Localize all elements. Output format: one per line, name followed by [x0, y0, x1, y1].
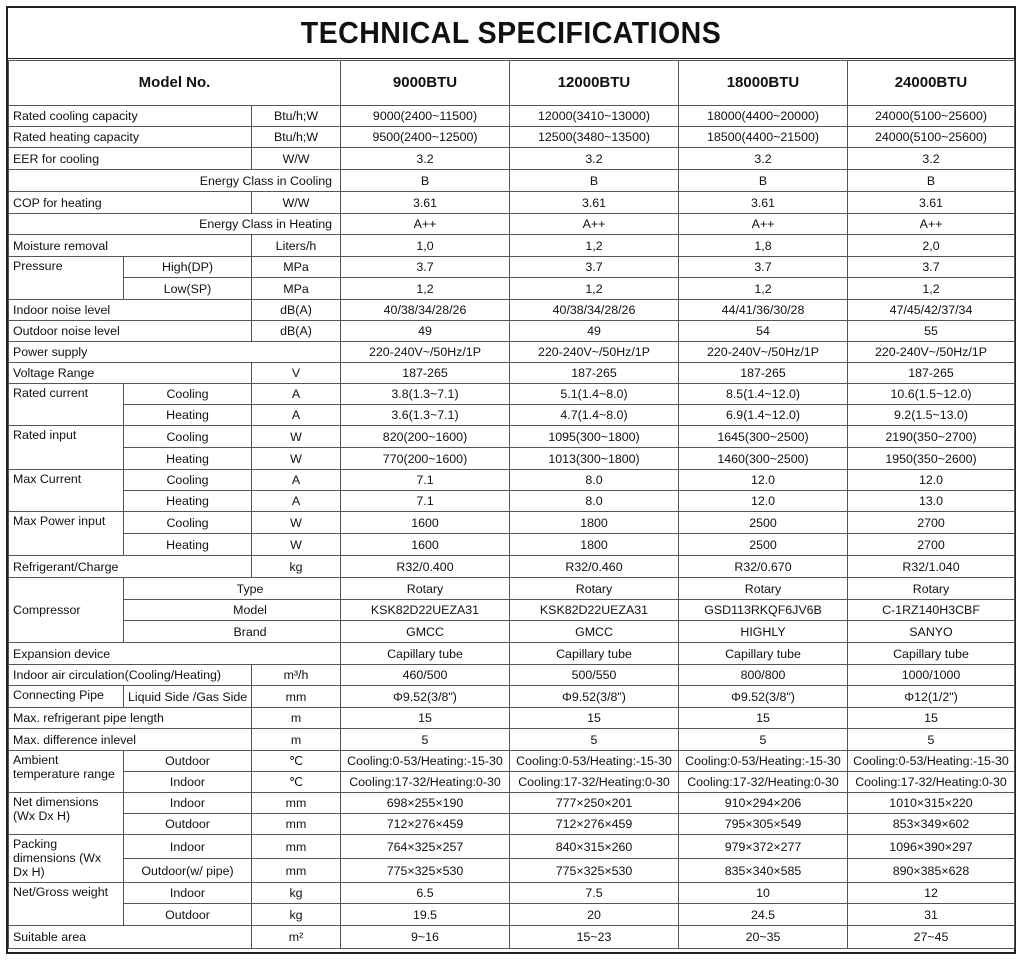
value-cell: Capillary tube — [679, 643, 848, 665]
value-cell: 820(200~1600) — [341, 426, 510, 448]
value-cell: 3.61 — [848, 192, 1015, 214]
value-cell: A++ — [341, 214, 510, 235]
value-cell: 12.0 — [848, 470, 1015, 491]
unit-cell: kg — [252, 904, 341, 926]
table-row — [9, 835, 1015, 859]
table-row — [9, 772, 1015, 793]
value-cell: GMCC — [510, 621, 679, 643]
sub-label: Indoor — [124, 835, 252, 859]
value-cell: 18000(4400~20000) — [679, 106, 848, 127]
model-header: 12000BTU — [510, 61, 679, 106]
value-cell: 2700 — [848, 534, 1015, 556]
unit-cell: A — [252, 405, 341, 426]
table-row — [9, 470, 1015, 491]
unit-cell: mm — [252, 835, 341, 859]
unit-cell: A — [252, 384, 341, 405]
unit-cell: dB(A) — [252, 321, 341, 342]
value-cell: 12.0 — [679, 491, 848, 512]
value-cell: 712×276×459 — [341, 814, 510, 835]
group-label: Max Current — [9, 470, 124, 512]
value-cell: KSK82D22UEZA31 — [510, 600, 679, 621]
value-cell: 40/38/34/28/26 — [341, 300, 510, 321]
sub-label: Model — [124, 600, 341, 621]
value-cell: 12 — [848, 883, 1015, 904]
unit-cell: A — [252, 491, 341, 512]
group-label: Max Power input — [9, 512, 124, 556]
unit-cell: W/W — [252, 148, 341, 170]
sub-label: Cooling — [124, 384, 252, 405]
value-cell: R32/0.670 — [679, 556, 848, 578]
value-cell: 44/41/36/30/28 — [679, 300, 848, 321]
value-cell: 27~45 — [848, 926, 1015, 949]
unit-cell: mm — [252, 859, 341, 883]
value-cell: 187-265 — [848, 363, 1015, 384]
value-cell: Cooling:17-32/Heating:0-30 — [848, 772, 1015, 793]
value-cell: 3.61 — [341, 192, 510, 214]
value-cell: 460/500 — [341, 665, 510, 686]
value-cell: Capillary tube — [341, 643, 510, 665]
value-cell: 3.2 — [848, 148, 1015, 170]
unit-cell: kg — [252, 556, 341, 578]
unit-cell: Liters/h — [252, 235, 341, 257]
row-label: Max. refrigerant pipe length — [9, 708, 252, 729]
value-cell: 220-240V~/50Hz/1P — [341, 342, 510, 363]
group-label: Ambient temperature range — [9, 751, 124, 793]
value-cell: 777×250×201 — [510, 793, 679, 814]
title-divider — [8, 58, 1014, 59]
value-cell: KSK82D22UEZA31 — [341, 600, 510, 621]
row-label: Max. difference inlevel — [9, 729, 252, 751]
row-label: Rated cooling capacity — [9, 106, 252, 127]
table-row — [9, 926, 1015, 949]
value-cell: 3.7 — [848, 257, 1015, 278]
value-cell: Φ12(1/2") — [848, 686, 1015, 708]
value-cell: Cooling:17-32/Heating:0-30 — [341, 772, 510, 793]
value-cell: Cooling:0-53/Heating:-15-30 — [679, 751, 848, 772]
value-cell: R32/0.460 — [510, 556, 679, 578]
value-cell: 2,0 — [848, 235, 1015, 257]
group-label: Connecting Pipe — [9, 686, 124, 708]
table-row — [9, 708, 1015, 729]
table-row — [9, 127, 1015, 148]
value-cell: 3.2 — [341, 148, 510, 170]
unit-cell: MPa — [252, 257, 341, 278]
table-row — [9, 363, 1015, 384]
model-header: 18000BTU — [679, 61, 848, 106]
value-cell: 3.8(1.3~7.1) — [341, 384, 510, 405]
value-cell: 187-265 — [341, 363, 510, 384]
table-row — [9, 512, 1015, 534]
model-header: 9000BTU — [341, 61, 510, 106]
value-cell: 54 — [679, 321, 848, 342]
value-cell: 3.61 — [679, 192, 848, 214]
sub-label: Indoor — [124, 883, 252, 904]
value-cell: 3.61 — [510, 192, 679, 214]
value-cell: 840×315×260 — [510, 835, 679, 859]
value-cell: GMCC — [341, 621, 510, 643]
row-label: Rated heating capacity — [9, 127, 252, 148]
model-no-label: Model No. — [9, 61, 341, 106]
value-cell: 5 — [510, 729, 679, 751]
value-cell: 220-240V~/50Hz/1P — [679, 342, 848, 363]
value-cell: 1645(300~2500) — [679, 426, 848, 448]
group-label: Packing dimensions (Wx Dx H) — [9, 835, 124, 883]
value-cell: 1013(300~1800) — [510, 448, 679, 470]
table-row — [9, 300, 1015, 321]
value-cell: GSD113RKQF6JV6B — [679, 600, 848, 621]
value-cell: Rotary — [510, 578, 679, 600]
value-cell: 8.0 — [510, 491, 679, 512]
value-cell: 10.6(1.5~12.0) — [848, 384, 1015, 405]
value-cell: 12.0 — [679, 470, 848, 491]
value-cell: Cooling:17-32/Heating:0-30 — [679, 772, 848, 793]
value-cell: Capillary tube — [510, 643, 679, 665]
table-row — [9, 556, 1015, 578]
row-label: Indoor noise level — [9, 300, 252, 321]
value-cell: 1,0 — [341, 235, 510, 257]
value-cell: 8.5(1.4~12.0) — [679, 384, 848, 405]
unit-cell: W — [252, 426, 341, 448]
spec-sheet — [6, 6, 1016, 954]
unit-cell: ℃ — [252, 772, 341, 793]
value-cell: 7.5 — [510, 883, 679, 904]
group-label: Net/Gross weight — [9, 883, 124, 926]
value-cell: 1,2 — [510, 235, 679, 257]
value-cell: 770(200~1600) — [341, 448, 510, 470]
table-row — [9, 793, 1015, 814]
row-label: Suitable area — [9, 926, 252, 949]
value-cell: 24.5 — [679, 904, 848, 926]
table-row — [9, 106, 1015, 127]
value-cell: 1000/1000 — [848, 665, 1015, 686]
table-row — [9, 384, 1015, 405]
value-cell: Cooling:0-53/Heating:-15-30 — [510, 751, 679, 772]
value-cell: 1,2 — [510, 278, 679, 300]
value-cell: A++ — [848, 214, 1015, 235]
value-cell: Capillary tube — [848, 643, 1015, 665]
value-cell: Rotary — [341, 578, 510, 600]
value-cell: 5 — [341, 729, 510, 751]
value-cell: 220-240V~/50Hz/1P — [848, 342, 1015, 363]
value-cell: 1950(350~2600) — [848, 448, 1015, 470]
value-cell: 5.1(1.4~8.0) — [510, 384, 679, 405]
value-cell: 49 — [341, 321, 510, 342]
value-cell: B — [679, 170, 848, 192]
row-label: Energy Class in Heating — [9, 214, 341, 235]
table-row — [9, 214, 1015, 235]
value-cell: 1460(300~2500) — [679, 448, 848, 470]
value-cell: 13.0 — [848, 491, 1015, 512]
unit-cell: W — [252, 448, 341, 470]
value-cell: 3.7 — [341, 257, 510, 278]
sub-label: Heating — [124, 405, 252, 426]
table-row — [9, 148, 1015, 170]
value-cell: 15 — [679, 708, 848, 729]
row-label: Voltage Range — [9, 363, 252, 384]
value-cell: 3.7 — [679, 257, 848, 278]
table-row — [9, 257, 1015, 278]
sub-label: Outdoor(w/ pipe) — [124, 859, 252, 883]
table-row — [9, 278, 1015, 300]
table-row — [9, 534, 1015, 556]
value-cell: 795×305×549 — [679, 814, 848, 835]
value-cell: 8.0 — [510, 470, 679, 491]
sub-label: Heating — [124, 491, 252, 512]
header-row — [9, 61, 1015, 106]
unit-cell: kg — [252, 883, 341, 904]
sub-label: Indoor — [124, 772, 252, 793]
value-cell: 1,2 — [341, 278, 510, 300]
unit-cell: m — [252, 729, 341, 751]
model-header: 24000BTU — [848, 61, 1015, 106]
unit-cell: mm — [252, 686, 341, 708]
value-cell: 1096×390×297 — [848, 835, 1015, 859]
value-cell: 9000(2400~11500) — [341, 106, 510, 127]
sub-label: High(DP) — [124, 257, 252, 278]
group-label: Pressure — [9, 257, 124, 300]
value-cell: 10 — [679, 883, 848, 904]
value-cell: Rotary — [848, 578, 1015, 600]
table-row — [9, 342, 1015, 363]
unit-cell: V — [252, 363, 341, 384]
value-cell: 18500(4400~21500) — [679, 127, 848, 148]
table-row — [9, 751, 1015, 772]
value-cell: 9.2(1.5~13.0) — [848, 405, 1015, 426]
sub-label: Outdoor — [124, 904, 252, 926]
value-cell: 2500 — [679, 512, 848, 534]
value-cell: Cooling:0-53/Heating:-15-30 — [848, 751, 1015, 772]
value-cell: 1095(300~1800) — [510, 426, 679, 448]
value-cell: 1600 — [341, 534, 510, 556]
table-row — [9, 235, 1015, 257]
table-row — [9, 859, 1015, 883]
value-cell: 55 — [848, 321, 1015, 342]
value-cell: 220-240V~/50Hz/1P — [510, 342, 679, 363]
sub-label: Brand — [124, 621, 341, 643]
group-label: Rated current — [9, 384, 124, 426]
value-cell: 764×325×257 — [341, 835, 510, 859]
table-row — [9, 643, 1015, 665]
value-cell: C-1RZ140H3CBF — [848, 600, 1015, 621]
value-cell: 5 — [679, 729, 848, 751]
spec-table — [8, 60, 1015, 949]
sub-label: Liquid Side /Gas Side — [124, 686, 252, 708]
group-label: Net dimensions (Wx Dx H) — [9, 793, 124, 835]
table-row — [9, 405, 1015, 426]
value-cell: 3.7 — [510, 257, 679, 278]
value-cell: 853×349×602 — [848, 814, 1015, 835]
row-label: Outdoor noise level — [9, 321, 252, 342]
value-cell: 500/550 — [510, 665, 679, 686]
value-cell: 1,8 — [679, 235, 848, 257]
table-row — [9, 600, 1015, 621]
value-cell: 4.7(1.4~8.0) — [510, 405, 679, 426]
sub-label: Heating — [124, 448, 252, 470]
unit-cell: dB(A) — [252, 300, 341, 321]
value-cell: 187-265 — [510, 363, 679, 384]
value-cell: 1800 — [510, 512, 679, 534]
value-cell: 19.5 — [341, 904, 510, 926]
table-row — [9, 491, 1015, 512]
value-cell: 6.9(1.4~12.0) — [679, 405, 848, 426]
table-row — [9, 729, 1015, 751]
value-cell: 24000(5100~25600) — [848, 106, 1015, 127]
unit-cell: mm — [252, 814, 341, 835]
value-cell: 800/800 — [679, 665, 848, 686]
value-cell: Cooling:17-32/Heating:0-30 — [510, 772, 679, 793]
unit-cell: mm — [252, 793, 341, 814]
table-row — [9, 321, 1015, 342]
value-cell: 9500(2400~12500) — [341, 127, 510, 148]
value-cell: Cooling:0-53/Heating:-15-30 — [341, 751, 510, 772]
unit-cell: A — [252, 470, 341, 491]
value-cell: 910×294×206 — [679, 793, 848, 814]
row-label: Refrigerant/Charge — [9, 556, 252, 578]
table-row — [9, 814, 1015, 835]
value-cell: B — [848, 170, 1015, 192]
value-cell: 9~16 — [341, 926, 510, 949]
value-cell: 40/38/34/28/26 — [510, 300, 679, 321]
value-cell: A++ — [510, 214, 679, 235]
value-cell: 1,2 — [848, 278, 1015, 300]
value-cell: 6.5 — [341, 883, 510, 904]
value-cell: A++ — [679, 214, 848, 235]
value-cell: 890×385×628 — [848, 859, 1015, 883]
table-row — [9, 170, 1015, 192]
value-cell: 3.6(1.3~7.1) — [341, 405, 510, 426]
value-cell: 712×276×459 — [510, 814, 679, 835]
row-label: Moisture removal — [9, 235, 252, 257]
value-cell: 7.1 — [341, 491, 510, 512]
row-label: Energy Class in Cooling — [9, 170, 341, 192]
sub-label: Cooling — [124, 512, 252, 534]
value-cell: 3.2 — [679, 148, 848, 170]
row-label: Indoor air circulation(Cooling/Heating) — [9, 665, 252, 686]
unit-cell: MPa — [252, 278, 341, 300]
sub-label: Indoor — [124, 793, 252, 814]
value-cell: R32/1.040 — [848, 556, 1015, 578]
value-cell: Φ9.52(3/8") — [510, 686, 679, 708]
table-row — [9, 448, 1015, 470]
value-cell: Rotary — [679, 578, 848, 600]
unit-cell: ℃ — [252, 751, 341, 772]
row-label: Expansion device — [9, 643, 341, 665]
unit-cell: W — [252, 512, 341, 534]
value-cell: 15~23 — [510, 926, 679, 949]
value-cell: 1800 — [510, 534, 679, 556]
value-cell: 15 — [510, 708, 679, 729]
value-cell: 2500 — [679, 534, 848, 556]
value-cell: HIGHLY — [679, 621, 848, 643]
group-label: Compressor — [9, 578, 124, 643]
unit-cell: Btu/h;W — [252, 127, 341, 148]
table-row — [9, 686, 1015, 708]
unit-cell: m² — [252, 926, 341, 949]
unit-cell: W — [252, 534, 341, 556]
table-row — [9, 621, 1015, 643]
table-row — [9, 192, 1015, 214]
value-cell: 1600 — [341, 512, 510, 534]
value-cell: 775×325×530 — [341, 859, 510, 883]
value-cell: 698×255×190 — [341, 793, 510, 814]
sub-label: Outdoor — [124, 751, 252, 772]
sub-label: Low(SP) — [124, 278, 252, 300]
group-label: Rated input — [9, 426, 124, 470]
value-cell: 2190(350~2700) — [848, 426, 1015, 448]
value-cell: 20 — [510, 904, 679, 926]
sub-label: Heating — [124, 534, 252, 556]
value-cell: 24000(5100~25600) — [848, 127, 1015, 148]
value-cell: 835×340×585 — [679, 859, 848, 883]
sub-label: Type — [124, 578, 341, 600]
value-cell: SANYO — [848, 621, 1015, 643]
value-cell: 2700 — [848, 512, 1015, 534]
table-row — [9, 883, 1015, 904]
value-cell: R32/0.400 — [341, 556, 510, 578]
unit-cell: m³/h — [252, 665, 341, 686]
unit-cell: m — [252, 708, 341, 729]
value-cell: 15 — [848, 708, 1015, 729]
table-row — [9, 578, 1015, 600]
value-cell: 775×325×530 — [510, 859, 679, 883]
unit-cell: W/W — [252, 192, 341, 214]
row-label: COP for heating — [9, 192, 252, 214]
table-row — [9, 904, 1015, 926]
row-label: Power supply — [9, 342, 341, 363]
value-cell: 12000(3410~13000) — [510, 106, 679, 127]
value-cell: 1,2 — [679, 278, 848, 300]
value-cell: 49 — [510, 321, 679, 342]
value-cell: 47/45/42/37/34 — [848, 300, 1015, 321]
table-row — [9, 665, 1015, 686]
sub-label: Cooling — [124, 426, 252, 448]
unit-cell: Btu/h;W — [252, 106, 341, 127]
value-cell: 20~35 — [679, 926, 848, 949]
value-cell: Φ9.52(3/8") — [341, 686, 510, 708]
value-cell: 1010×315×220 — [848, 793, 1015, 814]
value-cell: 3.2 — [510, 148, 679, 170]
value-cell: 12500(3480~13500) — [510, 127, 679, 148]
value-cell: 7.1 — [341, 470, 510, 491]
value-cell: B — [510, 170, 679, 192]
sub-label: Cooling — [124, 470, 252, 491]
value-cell: Φ9.52(3/8") — [679, 686, 848, 708]
page-title: TECHNICAL SPECIFICATIONS — [300, 15, 722, 50]
value-cell: 187-265 — [679, 363, 848, 384]
value-cell: B — [341, 170, 510, 192]
value-cell: 15 — [341, 708, 510, 729]
table-row — [9, 426, 1015, 448]
sub-label: Outdoor — [124, 814, 252, 835]
value-cell: 5 — [848, 729, 1015, 751]
value-cell: 979×372×277 — [679, 835, 848, 859]
row-label: EER for cooling — [9, 148, 252, 170]
value-cell: 31 — [848, 904, 1015, 926]
